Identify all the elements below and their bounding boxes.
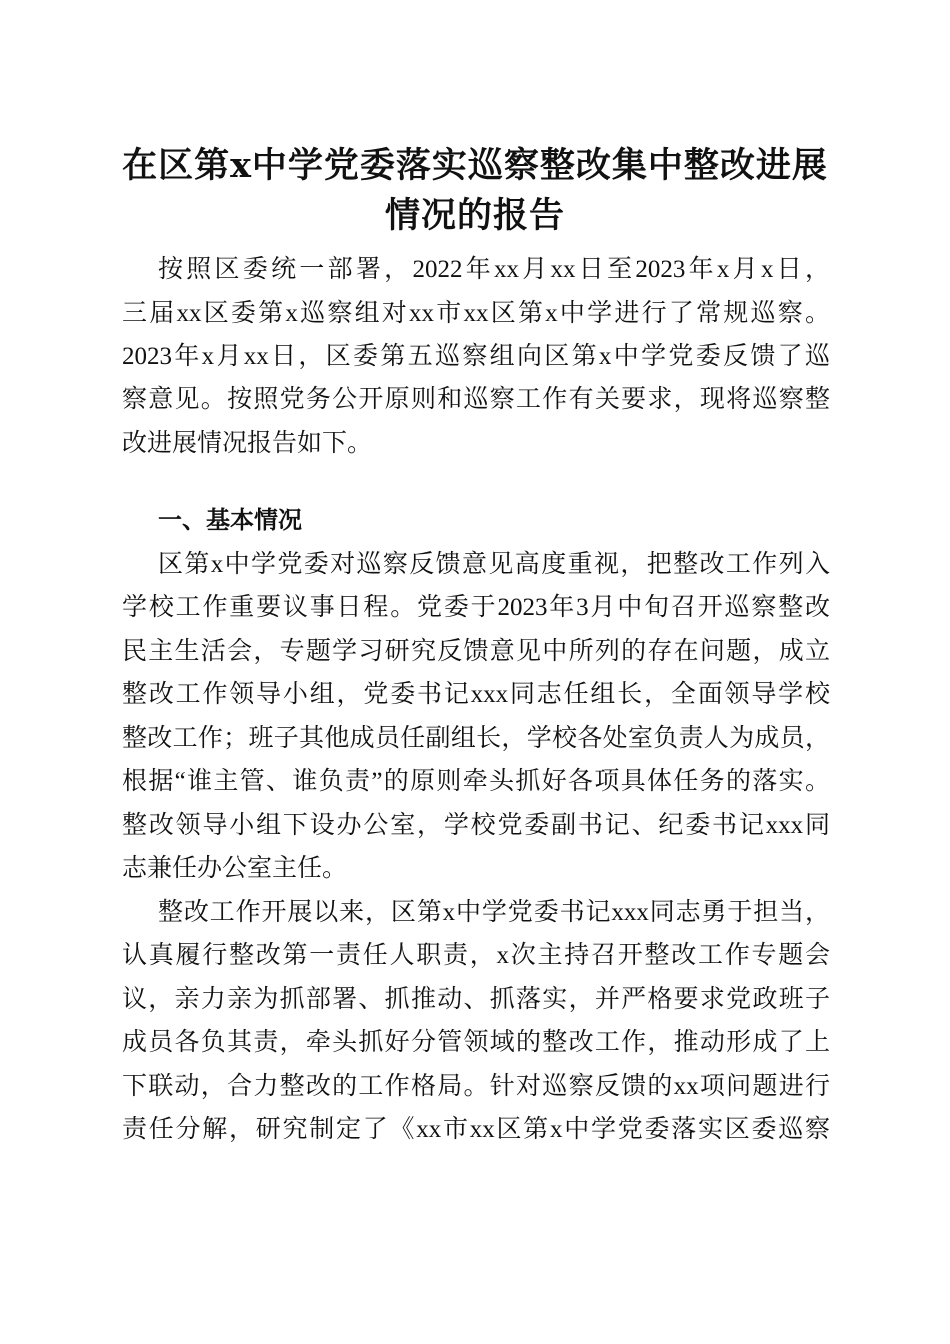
paragraph-line: 议，亲力亲为抓部署、抓推动、抓落实，并严格要求党政班子	[122, 986, 830, 1013]
paragraph-line: 认真履行整改第一责任人职责，x次主持召开整改工作专题会	[122, 942, 830, 969]
paragraph-line: 下联动，合力整改的工作格局。针对巡察反馈的xx项问题进行	[122, 1073, 830, 1100]
paragraph-line: 责任分解，研究制定了《xx市xx区第x中学党委落实区委巡察	[122, 1116, 830, 1143]
paragraph-line: 学校工作重要议事日程。党委于2023年3月中旬召开巡察整改	[122, 594, 830, 621]
paragraph-line: 志兼任办公室主任。	[122, 855, 348, 882]
paragraph-line: 整改工作；班子其他成员任副组长，学校各处室负责人为成员，	[122, 725, 830, 752]
paragraph-line: 三届xx区委第x巡察组对xx市xx区第x中学进行了常规巡察。	[122, 300, 830, 327]
section-heading: 一、基本情况	[158, 506, 302, 534]
paragraph-line: 2023年x月xx日，区委第五巡察组向区第x中学党委反馈了巡	[122, 343, 830, 370]
paragraph-line: 整改工作领导小组，党委书记xxx同志任组长，全面领导学校	[122, 681, 830, 708]
paragraph-line: 改进展情况报告如下。	[122, 430, 373, 457]
paragraph-line: 按照区委统一部署，2022年xx月xx日至2023年x月x日，	[158, 256, 830, 283]
paragraph-line: 整改工作开展以来，区第x中学党委书记xxx同志勇于担当，	[158, 899, 830, 926]
paragraph-line: 民主生活会，专题学习研究反馈意见中所列的存在问题，成立	[122, 638, 830, 665]
paragraph-line: 察意见。按照党务公开原则和巡察工作有关要求，现将巡察整	[122, 386, 830, 413]
document-title-line-2: 情况的报告	[384, 195, 565, 236]
paragraph-line: 区第x中学党委对巡察反馈意见高度重视，把整改工作列入	[158, 551, 830, 578]
document-title-line-1: 在区第x中学党委落实巡察整改集中整改进展	[122, 145, 828, 186]
paragraph-line: 整改领导小组下设办公室，学校党委副书记、纪委书记xxx同	[122, 812, 830, 839]
paragraph-line: 根据“谁主管、谁负责”的原则牵头抓好各项具体任务的落实。	[122, 768, 830, 795]
paragraph-line: 成员各负其责，牵头抓好分管领域的整改工作，推动形成了上	[122, 1029, 830, 1056]
